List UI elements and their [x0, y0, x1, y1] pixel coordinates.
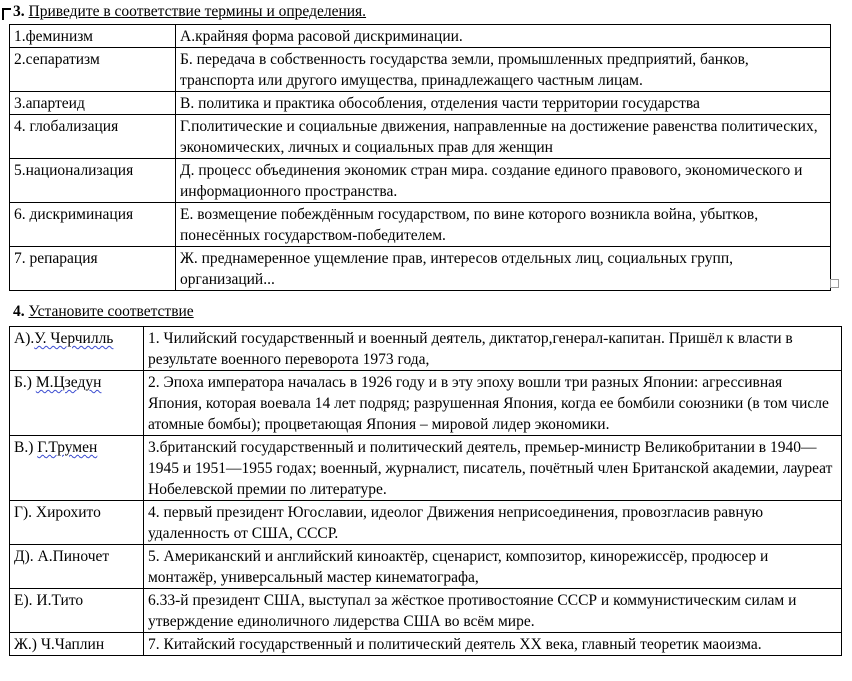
person-prefix: А). — [14, 330, 35, 347]
table-resize-handle[interactable] — [830, 279, 839, 288]
person-name: Г.Трумен — [37, 439, 98, 456]
term-cell: 5.национализация — [10, 159, 176, 203]
description-cell: 4. первый президент Югославии, идеолог Движения неприсоединения, провозгласив равную удаленность от США, СССР. — [144, 501, 842, 545]
person-cell — [10, 633, 144, 656]
description-cell: 6.33-й президент США, выступал за жёсткое противостояние СССР и коммунистическим силам и утверждение единоличного лидерства США во всём мире. — [144, 589, 842, 633]
table-row — [10, 92, 831, 115]
person-prefix: Е). — [14, 592, 33, 609]
description-cell: 3.британский государственный и политический деятель, премьер-министр Великобритании в 1940—1945 и 1951—1955 годах; военный, журналист, писатель, почётный член Британской академии, лауреат Нобелевской премии по литературе. — [144, 436, 842, 501]
definition-cell: Ж. преднамеренное ущемление прав, интересов отдельных лиц, социальных групп, организаций... — [176, 247, 831, 291]
term-cell: 2.сепаратизм — [10, 48, 176, 92]
table-row — [10, 501, 842, 545]
term-cell: 4. глобализация — [10, 115, 176, 159]
task-4-heading — [13, 303, 194, 321]
task-3-heading — [13, 3, 366, 21]
description-cell: 1. Чилийский государственный и военный деятель, диктатор,генерал-капитан. Пришёл к власти в результате военного переворота 1973 года, — [144, 327, 842, 371]
person-name: И.Тито — [36, 592, 84, 609]
person-cell — [10, 589, 144, 633]
person-name: Хирохито — [35, 504, 101, 521]
table-row — [10, 436, 842, 501]
person-prefix: В.) — [14, 439, 34, 456]
matching-table — [9, 326, 842, 656]
term-cell: 6. дискриминация — [10, 203, 176, 247]
person-cell — [10, 501, 144, 545]
task-4-title: Установите соответствие — [28, 303, 194, 320]
table-row — [10, 48, 831, 92]
table-row — [10, 159, 831, 203]
person-prefix: Б.) — [14, 374, 32, 391]
person-name: А.Пиночет — [37, 548, 110, 565]
definition-cell: Е. возмещение побеждённым государством, по вине которого возникла война, убытков, понесённых государством-победителем. — [176, 203, 831, 247]
description-cell: 2. Эпоха императора началась в 1926 году и в эту эпоху вошли три разных Японии: агрессивная Япония, которая воевала 14 лет подряд; разрушенная Япония, когда ее бомбили союзники (в том числе атомные бомбы); процветающая Япония – мировой лидер экономики. — [144, 371, 842, 436]
task-3-title: Приведите в соответствие термины и определения. — [28, 3, 367, 20]
person-cell — [10, 436, 144, 501]
term-cell: 3.апартеид — [10, 92, 176, 115]
table-row — [10, 633, 842, 656]
person-name: Ч.Чаплин — [40, 636, 105, 653]
person-cell — [10, 327, 144, 371]
table-row — [10, 545, 842, 589]
table-move-cursor-icon — [2, 8, 11, 20]
task-4-number: 4. — [13, 303, 25, 320]
table-row — [10, 25, 831, 48]
person-name: У. Черчилль — [34, 330, 114, 347]
description-cell: 7. Китайский государственный и политический деятель XX века, главный теоретик маоизма. — [144, 633, 842, 656]
terms-table — [9, 24, 831, 291]
table-row — [10, 589, 842, 633]
table-row — [10, 247, 831, 291]
table-row — [10, 203, 831, 247]
term-cell: 1.феминизм — [10, 25, 176, 48]
task-3-number: 3. — [13, 3, 25, 20]
definition-cell: Д. процесс объединения экономик стран мира. создание единого правового, экономического и информационного пространства. — [176, 159, 831, 203]
description-cell: 5. Американский и английский киноактёр, сценарист, композитор, кинорежиссёр, продюсер и монтажёр, универсальный мастер кинематографа, — [144, 545, 842, 589]
definition-cell: В. политика и практика обособления, отделения части территории государства — [176, 92, 831, 115]
person-prefix: Д). — [14, 548, 34, 565]
person-cell — [10, 545, 144, 589]
table-row — [10, 327, 842, 371]
definition-cell: Г.политические и социальные движения, направленные на достижение равенства политических, экономических, личных и социальных прав для женщин — [176, 115, 831, 159]
table-row — [10, 371, 842, 436]
definition-cell: А.крайняя форма расовой дискриминации. — [176, 25, 831, 48]
table-row — [10, 115, 831, 159]
definition-cell: Б. передача в собственность государства земли, промышленных предприятий, банков, транспорта или другого имущества, принадлежащего частным лицам. — [176, 48, 831, 92]
person-name: М.Цзедун — [35, 374, 102, 391]
term-cell: 7. репарация — [10, 247, 176, 291]
person-prefix: Ж.) — [14, 636, 37, 653]
person-prefix: Г). — [14, 504, 32, 521]
person-cell — [10, 371, 144, 436]
